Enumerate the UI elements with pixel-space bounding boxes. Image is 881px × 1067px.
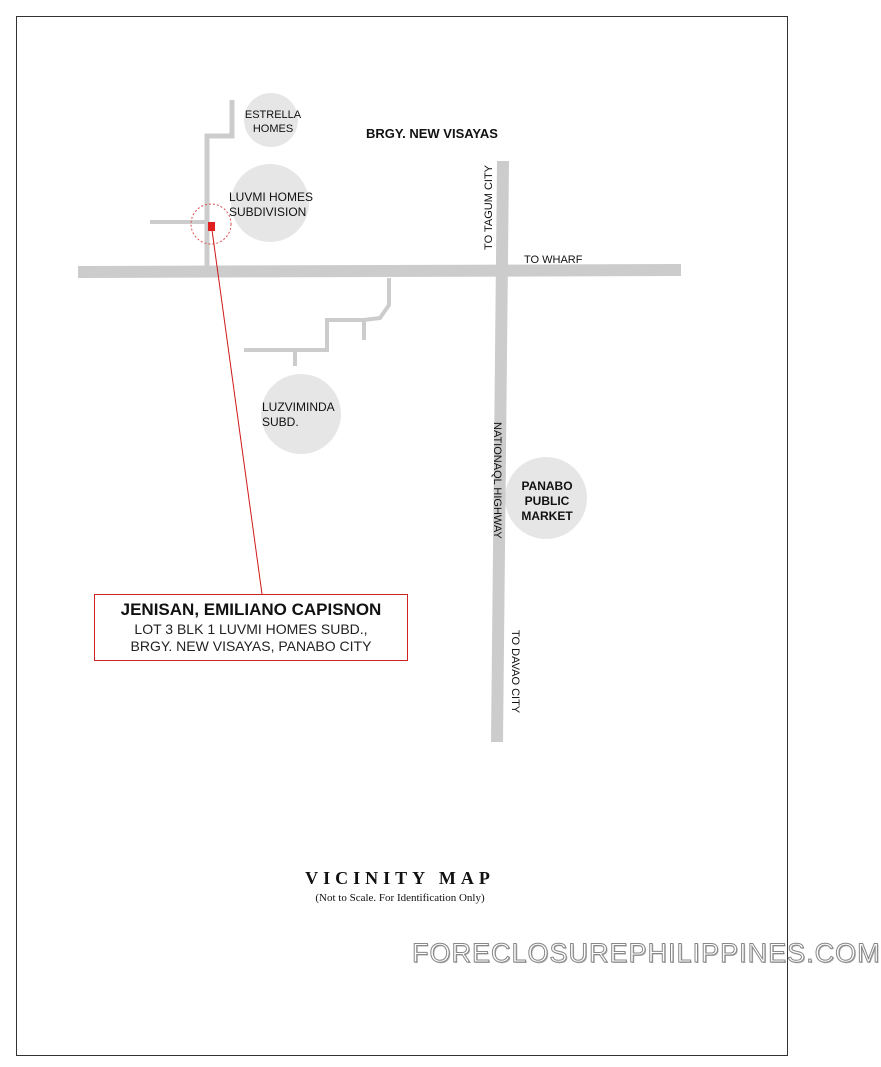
map-title: VICINITY MAP [305,868,495,888]
map-note: (Not to Scale. For Identification Only) [315,892,485,904]
panabo-market-label: PANABO PUBLIC MARKET [521,479,573,523]
luzviminda-label: LUZVIMINDA SUBD. [262,400,335,429]
owner-name: JENISAN, EMILIANO CAPISNON [120,600,382,619]
watermark: FORECLOSUREPHILIPPINES.COM [412,938,881,968]
to-wharf-label: TO WHARF [524,254,583,266]
property-info-box [94,594,408,661]
brgy-new-visayas-label: BRGY. NEW VISAYAS [366,126,498,141]
luvmi-access-road [207,100,232,268]
property-pointer-line [212,230,262,594]
to-tagum-city-label: TO TAGUM CITY [483,165,495,250]
property-address: LOT 3 BLK 1 LUVMI HOMES SUBD., BRGY. NEW VISAYAS, PANABO CITY [130,621,372,654]
luzviminda-access-road [244,278,389,350]
estrella-homes-label: ESTRELLA HOMES [244,109,302,135]
national-highway-label: NATIONAQL HIGHWAY [491,422,503,539]
to-davao-city-label: TO DAVAO CITY [509,630,521,714]
property-marker [208,222,215,231]
main-road [78,270,681,272]
luvmi-homes-label: LUVMI HOMES SUBDIVISION [229,190,314,219]
